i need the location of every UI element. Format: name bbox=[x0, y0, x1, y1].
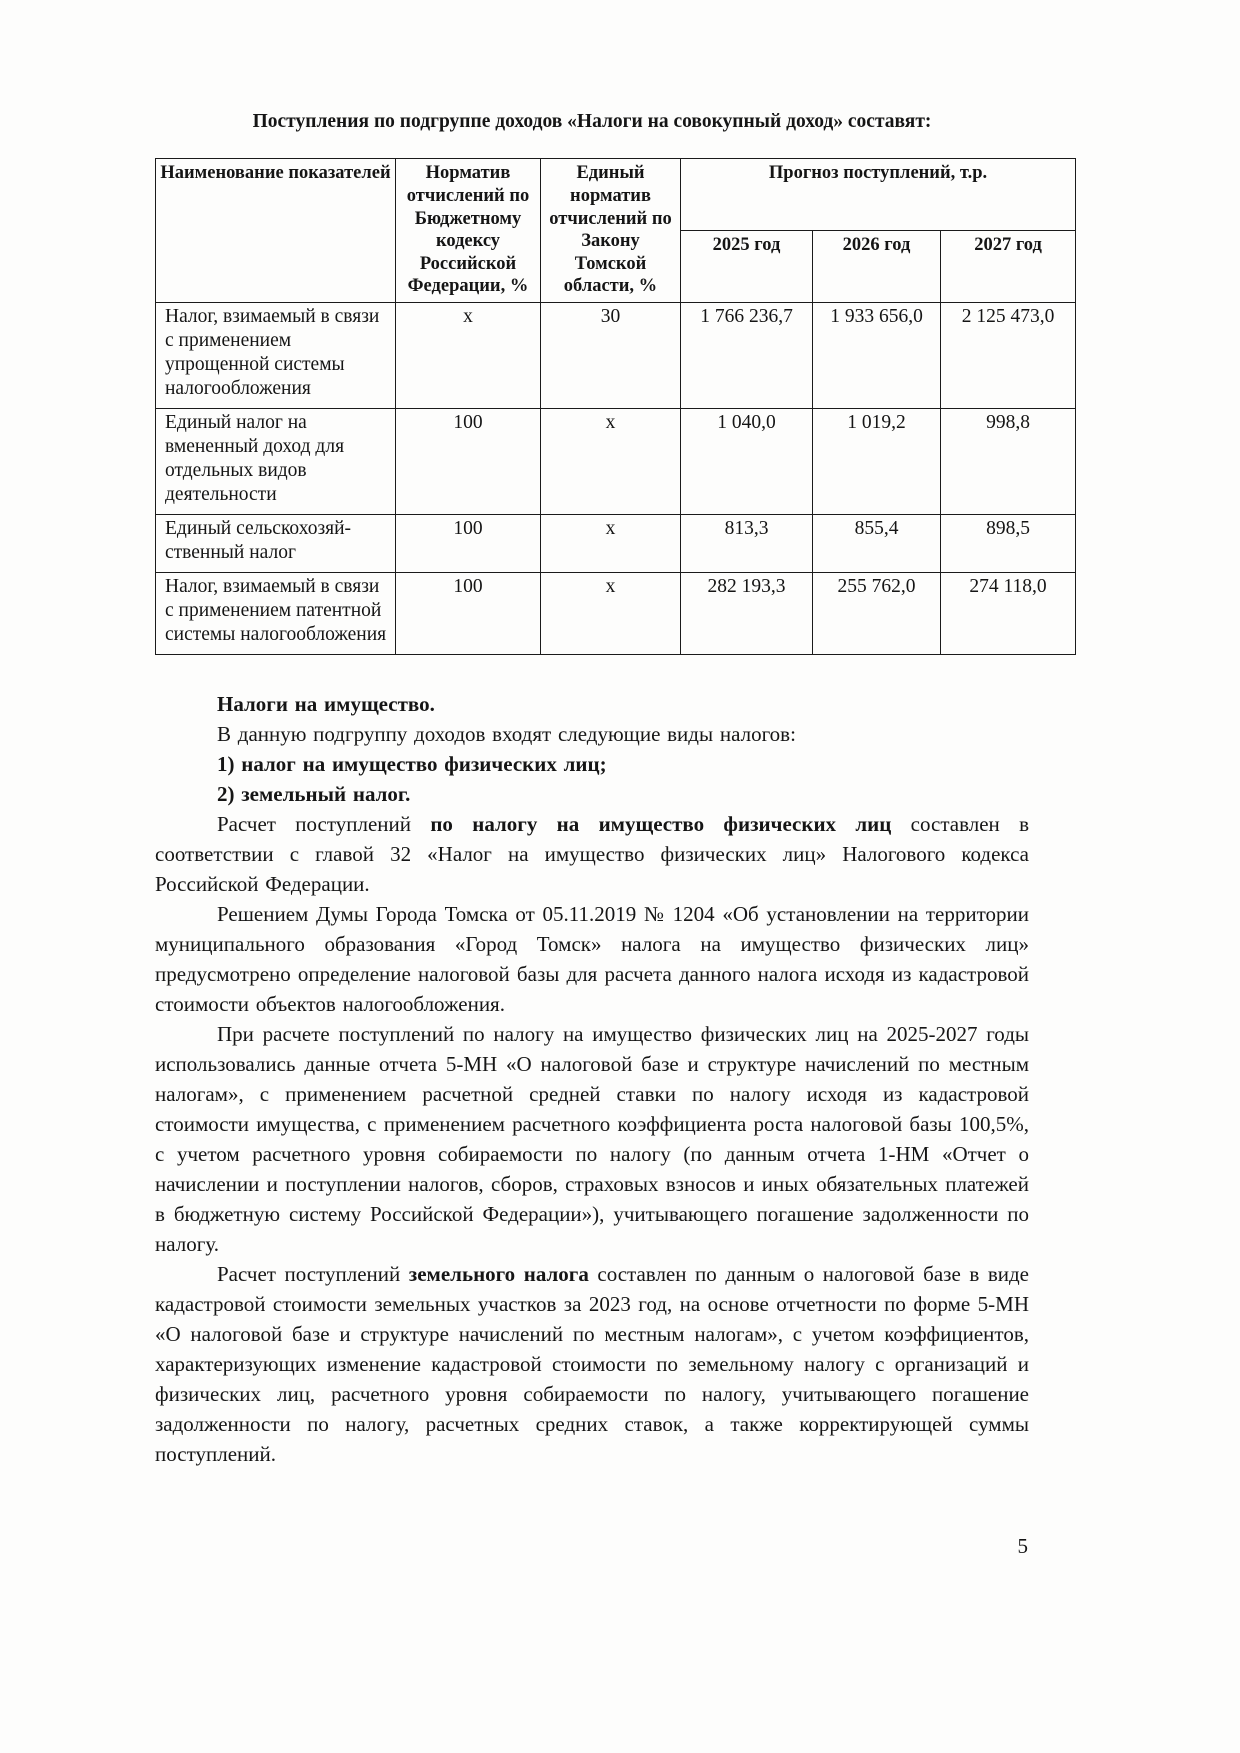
row-value-cell: 255 762,0 bbox=[813, 572, 941, 654]
paragraph bbox=[155, 1019, 1029, 1259]
row-value-cell: 282 193,3 bbox=[681, 572, 813, 654]
paragraph-run: составлен по данным о налоговой базе в виде кадастровой стоимости земельных участков за 2023 год, на основе отчетности по форме 5-МН «О налоговой базе и структуре начислений по местным налогам», с учетом коэффициентов, характеризующих изменение кадастровой стоимости по земельному налогу с организаций и физических лиц, расчетного уровня собираемости по налогу, учитывающего погашение задолженности по налогу, расчетных средних ставок, а также корректирующей суммы поступлений. bbox=[155, 1261, 1029, 1466]
paragraph-run: Расчет поступлений bbox=[217, 1261, 409, 1286]
row-value-cell: 274 118,0 bbox=[941, 572, 1076, 654]
row-value-cell: 1 040,0 bbox=[681, 408, 813, 514]
table-header-row-1 bbox=[156, 159, 1076, 231]
row-value-cell: 855,4 bbox=[813, 514, 941, 572]
row-value-cell: 1 766 236,7 bbox=[681, 302, 813, 408]
col-header-year-2027: 2027 год bbox=[941, 231, 1076, 303]
table-row bbox=[156, 408, 1076, 514]
body-text bbox=[155, 689, 1029, 1469]
paragraph bbox=[155, 809, 1029, 899]
row-value-cell: 30 bbox=[541, 302, 681, 408]
paragraph-bold-run: 2) земельный налог. bbox=[217, 781, 411, 806]
col-header-year-2026: 2026 год bbox=[813, 231, 941, 303]
revenue-forecast-table bbox=[155, 158, 1076, 654]
table-row bbox=[156, 514, 1076, 572]
row-value-cell: 2 125 473,0 bbox=[941, 302, 1076, 408]
row-value-cell: 1 019,2 bbox=[813, 408, 941, 514]
table-row bbox=[156, 572, 1076, 654]
row-indicator-name-cell: Налог, взимаемый в связи с применением патентной системы налогообложения bbox=[156, 572, 396, 654]
page-number: 5 bbox=[1017, 1534, 1028, 1558]
paragraph-run: составлен в соответствии с главой 32 «Налог на имущество физических лиц» Налогового кодекса Российской Федерации. bbox=[155, 811, 1029, 896]
paragraph-bold-run: земельного налога bbox=[408, 1261, 589, 1286]
row-indicator-name-cell: Единый сельскохозяй-ственный налог bbox=[156, 514, 396, 572]
row-value-cell: 898,5 bbox=[941, 514, 1076, 572]
col-header-indicator-name: Наименование показателей bbox=[156, 159, 396, 302]
row-indicator-name-cell: Единый налог на вмененный доход для отдельных видов деятельности bbox=[156, 408, 396, 514]
row-value-cell: 100 bbox=[396, 572, 541, 654]
col-header-norm-tomsk-law: Единый норматив отчислений по Закону Томской области, % bbox=[541, 159, 681, 302]
row-value-cell: 813,3 bbox=[681, 514, 813, 572]
paragraph bbox=[155, 689, 1029, 719]
row-value-cell: 1 933 656,0 bbox=[813, 302, 941, 408]
paragraph bbox=[155, 719, 1029, 749]
document-title: Поступления по подгруппе доходов «Налоги на совокупный доход» составят: bbox=[252, 111, 932, 132]
paragraph-run: В данную подгруппу доходов входят следующие виды налогов: bbox=[217, 721, 796, 746]
row-value-cell: 100 bbox=[396, 514, 541, 572]
row-value-cell: 998,8 bbox=[941, 408, 1076, 514]
col-header-norm-budget-code: Норматив отчислений по Бюджетному кодексу Российской Федерации, % bbox=[396, 159, 541, 302]
paragraph-bold-run: 1) налог на имущество физических лиц; bbox=[217, 751, 607, 776]
paragraph-bold-run: Налоги на имущество. bbox=[217, 691, 435, 716]
col-header-year-2025: 2025 год bbox=[681, 231, 813, 303]
col-header-forecast: Прогноз поступлений, т.р. bbox=[681, 159, 1076, 231]
row-value-cell: х bbox=[541, 572, 681, 654]
paragraph-run: Расчет поступлений bbox=[217, 811, 431, 836]
page-content bbox=[155, 110, 1080, 1469]
table-row bbox=[156, 302, 1076, 408]
row-value-cell: х bbox=[541, 514, 681, 572]
paragraph-bold-run: по налогу на имущество физических лиц bbox=[430, 811, 892, 836]
paragraph-run: Решением Думы Города Томска от 05.11.2019 № 1204 «Об установлении на территории муниципального образования «Город Томск» налога на имущество физических лиц» предусмотрено определение налоговой базы для расчета данного налога исходя из кадастровой стоимости объектов налогообложения. bbox=[155, 901, 1029, 1016]
table-header bbox=[156, 159, 1076, 302]
paragraph bbox=[155, 749, 1029, 779]
paragraph bbox=[155, 779, 1029, 809]
row-indicator-name-cell: Налог, взимаемый в связи с применением упрощенной системы налогообложения bbox=[156, 302, 396, 408]
table-body bbox=[156, 302, 1076, 654]
row-value-cell: х bbox=[396, 302, 541, 408]
paragraph-run: При расчете поступлений по налогу на имущество физических лиц на 2025-2027 годы использовались данные отчета 5-МН «О налоговой базе и структуре начислений по местным налогам», с применением расчетной средней ставки по налогу исходя из кадастровой стоимости имущества, с применением расчетного коэффициента роста налоговой базы 100,5%, с учетом расчетного уровня собираемости по налогу (по данным отчета 1-НМ «Отчет о начислении и поступлении налогов, сборов, страховых взносов и иных обязательных платежей в бюджетную систему Российской Федерации»), учитывающего погашение задолженности по налогу. bbox=[155, 1021, 1029, 1256]
paragraph bbox=[155, 1259, 1029, 1469]
row-value-cell: 100 bbox=[396, 408, 541, 514]
paragraph bbox=[155, 899, 1029, 1019]
row-value-cell: х bbox=[541, 408, 681, 514]
